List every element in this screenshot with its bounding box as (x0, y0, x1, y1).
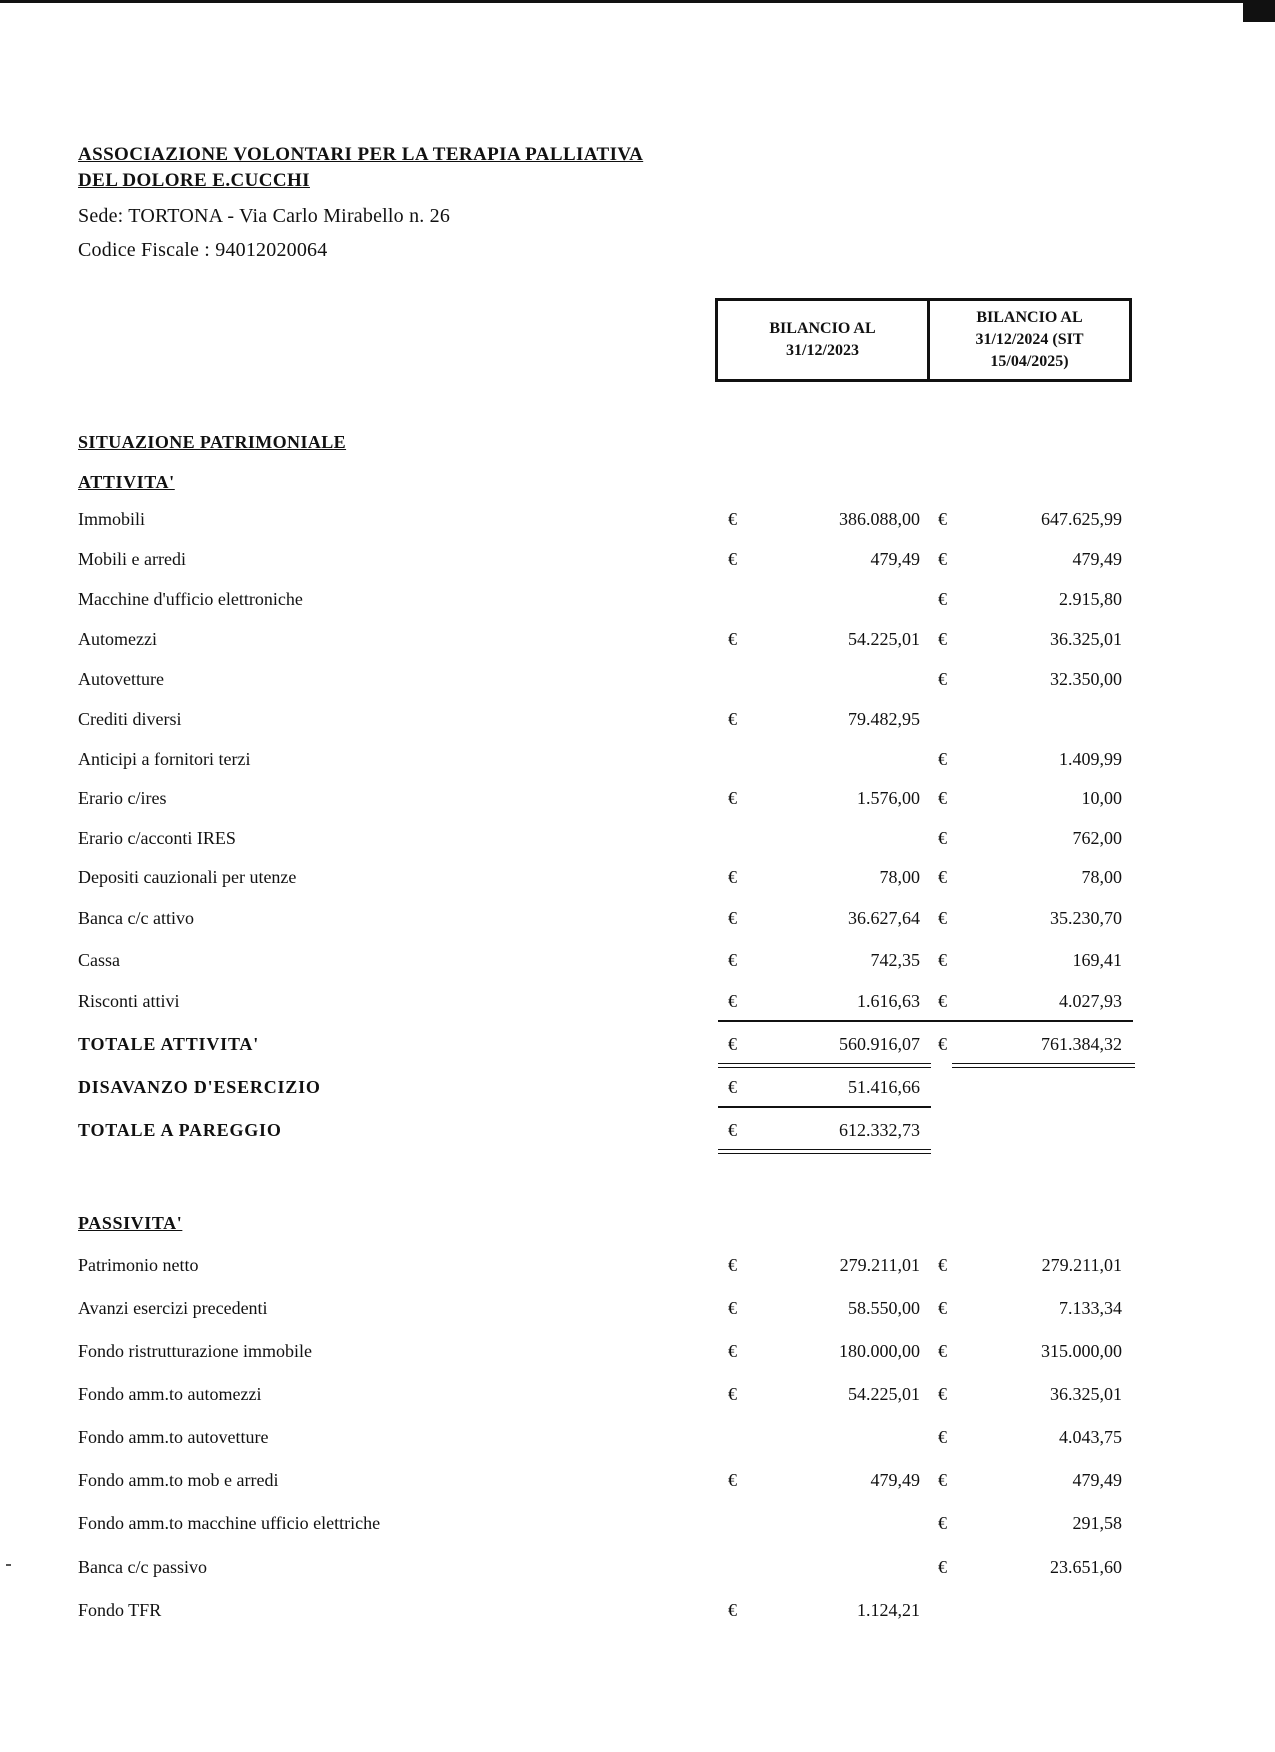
value-2024: 169,41 (1072, 950, 1122, 970)
currency-2023: € (728, 1077, 737, 1097)
value-2023: 560.916,07 (839, 1034, 920, 1054)
currency-2024: € (938, 749, 947, 769)
row-label: Fondo amm.to autovetture (78, 1427, 269, 1447)
value-2023: 612.332,73 (839, 1120, 920, 1140)
table-row (0, 1600, 1275, 1626)
value-2023: 1.124,21 (857, 1600, 920, 1620)
currency-2024: € (938, 669, 947, 689)
row-label: Fondo TFR (78, 1600, 162, 1620)
column-header-2023 (715, 298, 930, 382)
table-row (0, 908, 1275, 934)
table-row (0, 1120, 1275, 1146)
column-header-2023-text: BILANCIO AL 31/12/2023 (769, 320, 876, 359)
row-label: Risconti attivi (78, 991, 180, 1011)
value-2023: 479,49 (870, 549, 920, 569)
table-row (0, 1557, 1275, 1583)
total-double-rule-col1 (718, 1063, 931, 1068)
org-name-line2: DEL DOLORE E.CUCCHI (78, 170, 310, 191)
table-row (0, 509, 1275, 535)
currency-2024: € (938, 1470, 947, 1490)
currency-2023: € (728, 709, 737, 729)
currency-2024: € (938, 991, 947, 1011)
value-2024: 479,49 (1072, 549, 1122, 569)
table-row (0, 629, 1275, 655)
column-header-2024-text: BILANCIO AL 31/12/2024 (SIT 15/04/2025) (975, 309, 1084, 370)
currency-2023: € (728, 950, 737, 970)
currency-2024: € (938, 950, 947, 970)
table-row (0, 1298, 1275, 1324)
currency-2023: € (728, 1341, 737, 1361)
scan-edge-top (0, 0, 1275, 3)
currency-2023: € (728, 1470, 737, 1490)
value-2024: 10,00 (1081, 788, 1122, 808)
currency-2023: € (728, 1298, 737, 1318)
row-label: Fondo amm.to mob e arredi (78, 1470, 279, 1490)
table-row (0, 749, 1275, 775)
currency-2023: € (728, 867, 737, 887)
subtotal-rule (718, 1020, 1133, 1022)
currency-2024: € (938, 1427, 947, 1447)
section-title: SITUAZIONE PATRIMONIALE (78, 432, 347, 452)
total-double-rule-col2 (952, 1063, 1135, 1068)
row-label: Erario c/ires (78, 788, 167, 808)
currency-2023: € (728, 1255, 737, 1275)
value-2023: 79.482,95 (848, 709, 920, 729)
value-2023: 479,49 (870, 1470, 920, 1490)
table-row (0, 1077, 1275, 1103)
value-2023: 1.576,00 (857, 788, 920, 808)
row-label: Immobili (78, 509, 145, 529)
value-2024: 36.325,01 (1050, 629, 1122, 649)
value-2024: 4.027,93 (1059, 991, 1122, 1011)
table-row (0, 867, 1275, 893)
table-row (0, 1384, 1275, 1410)
value-2024: 4.043,75 (1059, 1427, 1122, 1447)
value-2024: 479,49 (1072, 1470, 1122, 1490)
row-label: Erario c/acconti IRES (78, 828, 236, 848)
row-label: Patrimonio netto (78, 1255, 199, 1275)
currency-2023: € (728, 509, 737, 529)
table-row (0, 669, 1275, 695)
row-label: Automezzi (78, 629, 157, 649)
table-row (0, 788, 1275, 814)
currency-2023: € (728, 549, 737, 569)
row-label: TOTALE A PAREGGIO (78, 1120, 282, 1140)
currency-2024: € (938, 828, 947, 848)
table-row (0, 709, 1275, 735)
value-2024: 32.350,00 (1050, 669, 1122, 689)
value-2023: 36.627,64 (848, 908, 920, 928)
table-row (0, 589, 1275, 615)
passivita-title: PASSIVITA' (78, 1213, 183, 1233)
row-label: Depositi cauzionali per utenze (78, 867, 297, 887)
value-2024: 315.000,00 (1041, 1341, 1122, 1361)
currency-2024: € (938, 549, 947, 569)
value-2024: 35.230,70 (1050, 908, 1122, 928)
value-2024: 291,58 (1072, 1513, 1122, 1533)
row-label: Mobili e arredi (78, 549, 186, 569)
value-2024: 761.384,32 (1041, 1034, 1122, 1054)
value-2024: 762,00 (1072, 828, 1122, 848)
value-2023: 180.000,00 (839, 1341, 920, 1361)
currency-2024: € (938, 1513, 947, 1533)
currency-2024: € (938, 589, 947, 609)
value-2023: 51.416,66 (848, 1077, 920, 1097)
currency-2023: € (728, 908, 737, 928)
currency-2023: € (728, 1384, 737, 1404)
table-row (0, 1470, 1275, 1496)
table-row (0, 549, 1275, 575)
currency-2024: € (938, 1255, 947, 1275)
value-2024: 1.409,99 (1059, 749, 1122, 769)
currency-2024: € (938, 1298, 947, 1318)
row-label: TOTALE ATTIVITA' (78, 1034, 260, 1054)
currency-2024: € (938, 867, 947, 887)
value-2023: 1.616,63 (857, 991, 920, 1011)
disavanzo-rule (718, 1106, 931, 1108)
value-2023: 386.088,00 (839, 509, 920, 529)
row-label: Fondo amm.to macchine ufficio elettriche (78, 1513, 381, 1533)
scan-edge-corner (1243, 0, 1275, 22)
table-row (0, 1341, 1275, 1367)
currency-2023: € (728, 1034, 737, 1054)
currency-2024: € (938, 908, 947, 928)
table-row (0, 1513, 1275, 1539)
value-2023: 54.225,01 (848, 1384, 920, 1404)
value-2023: 78,00 (879, 867, 920, 887)
row-label: DISAVANZO D'ESERCIZIO (78, 1077, 321, 1097)
row-label: Anticipi a fornitori terzi (78, 749, 251, 769)
currency-2024: € (938, 509, 947, 529)
currency-2023: € (728, 991, 737, 1011)
value-2023: 742,35 (870, 950, 920, 970)
row-label: Cassa (78, 950, 120, 970)
attivita-title: ATTIVITA' (78, 472, 175, 492)
table-row (0, 991, 1275, 1017)
table-row (0, 828, 1275, 854)
table-row (0, 950, 1275, 976)
currency-2024: € (938, 1341, 947, 1361)
value-2024: 2.915,80 (1059, 589, 1122, 609)
currency-2024: € (938, 1557, 947, 1577)
column-header-2024 (927, 298, 1132, 382)
table-row (0, 1427, 1275, 1453)
currency-2023: € (728, 788, 737, 808)
value-2023: 279.211,01 (839, 1255, 920, 1275)
value-2024: 78,00 (1081, 867, 1122, 887)
org-address: Sede: TORTONA - Via Carlo Mirabello n. 26 (78, 205, 451, 227)
currency-2023: € (728, 1120, 737, 1140)
org-tax-code: Codice Fiscale : 94012020064 (78, 239, 328, 261)
value-2024: 23.651,60 (1050, 1557, 1122, 1577)
currency-2024: € (938, 788, 947, 808)
value-2023: 54.225,01 (848, 629, 920, 649)
currency-2024: € (938, 1384, 947, 1404)
row-label: Banca c/c passivo (78, 1557, 207, 1577)
currency-2024: € (938, 629, 947, 649)
value-2023: 58.550,00 (848, 1298, 920, 1318)
row-label: Fondo amm.to automezzi (78, 1384, 262, 1404)
table-row (0, 1034, 1275, 1060)
row-label: Avanzi esercizi precedenti (78, 1298, 268, 1318)
row-label: Autovetture (78, 669, 164, 689)
row-label: Banca c/c attivo (78, 908, 194, 928)
org-name-line1: ASSOCIAZIONE VOLONTARI PER LA TERAPIA PALLIATIVA (78, 144, 644, 165)
row-label: Fondo ristrutturazione immobile (78, 1341, 312, 1361)
value-2024: 36.325,01 (1050, 1384, 1122, 1404)
currency-2023: € (728, 629, 737, 649)
value-2024: 279.211,01 (1041, 1255, 1122, 1275)
value-2024: 647.625,99 (1041, 509, 1122, 529)
table-row (0, 1255, 1275, 1281)
currency-2024: € (938, 1034, 947, 1054)
pareggio-double-rule (718, 1149, 931, 1154)
row-label: Macchine d'ufficio elettroniche (78, 589, 303, 609)
currency-2023: € (728, 1600, 737, 1620)
row-label: Crediti diversi (78, 709, 182, 729)
value-2024: 7.133,34 (1059, 1298, 1122, 1318)
